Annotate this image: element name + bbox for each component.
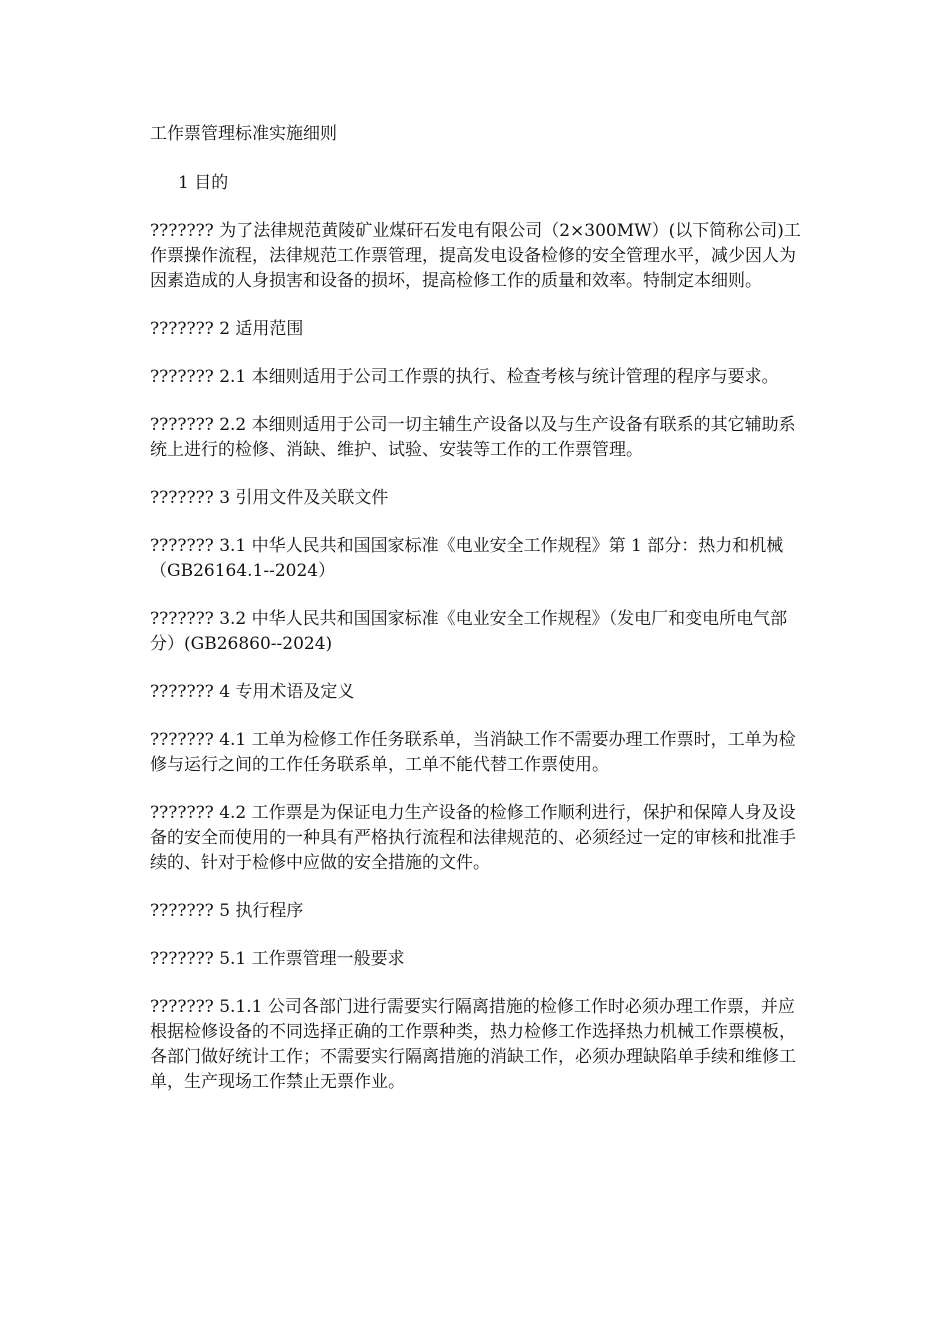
paragraph: ??????? 2.2 本细则适用于公司一切主辅生产设备以及与生产设备有联系的其它辅助系统上进行的检修、消缺、维护、试验、安装等工作的工作票管理。 [150,415,796,460]
paragraph: 1 目的 [178,173,229,193]
paragraph: ??????? 3 引用文件及关联文件 [150,488,389,508]
paragraph: ??????? 5.1.1 公司各部门进行需要实行隔离措施的检修工作时必须办理工作票，并应根据检修设备的不同选择正确的工作票种类，热力检修工作选择热力机械工作票模板，各部门做好统计工作；不需要实行隔离措施的消缺工作，必须办理缺陷单手续和维修工单，生产现场工作禁止无票作业。 [150,997,796,1092]
paragraph: ??????? 4.2 工作票是为保证电力生产设备的检修工作顺利进行，保护和保障人身及设备的安全而使用的一种具有严格执行流程和法律规范的、必须经过一定的审核和批准手续的、针对于检修中应做的安全措施的文件。 [150,803,796,873]
document-title: 工作票管理标准实施细则 [150,124,337,144]
paragraph-list [150,171,802,1095]
paragraph: ??????? 2 适用范围 [150,319,304,339]
paragraph: ??????? 2.1 本细则适用于公司工作票的执行、检查考核与统计管理的程序与要求。 [150,367,779,387]
paragraph: ??????? 3.1 中华人民共和国国家标准《电业安全工作规程》第 1 部分：热力和机械（GB26164.1--2024） [150,536,784,581]
paragraph: ??????? 5.1 工作票管理一般要求 [150,949,405,969]
paragraph: ??????? 3.2 中华人民共和国国家标准《电业安全工作规程》（发电厂和变电所电气部分）(GB26860--2024) [150,609,788,654]
paragraph: ??????? 4.1 工单为检修工作任务联系单，当消缺工作不需要办理工作票时，工单为检修与运行之间的工作任务联系单，工单不能代替工作票使用。 [150,730,796,775]
document-body [150,122,802,1118]
paragraph: ??????? 为了法律规范黄陵矿业煤矸石发电有限公司（2×300MW）(以下简称公司)工作票操作流程，法律规范工作票管理，提高发电设备检修的安全管理水平，减少因人为因素造成的人身损害和设备的损坏，提高检修工作的质量和效率。特制定本细则。 [150,221,801,291]
paragraph: ??????? 5 执行程序 [150,901,304,921]
paragraph: ??????? 4 专用术语及定义 [150,682,355,702]
